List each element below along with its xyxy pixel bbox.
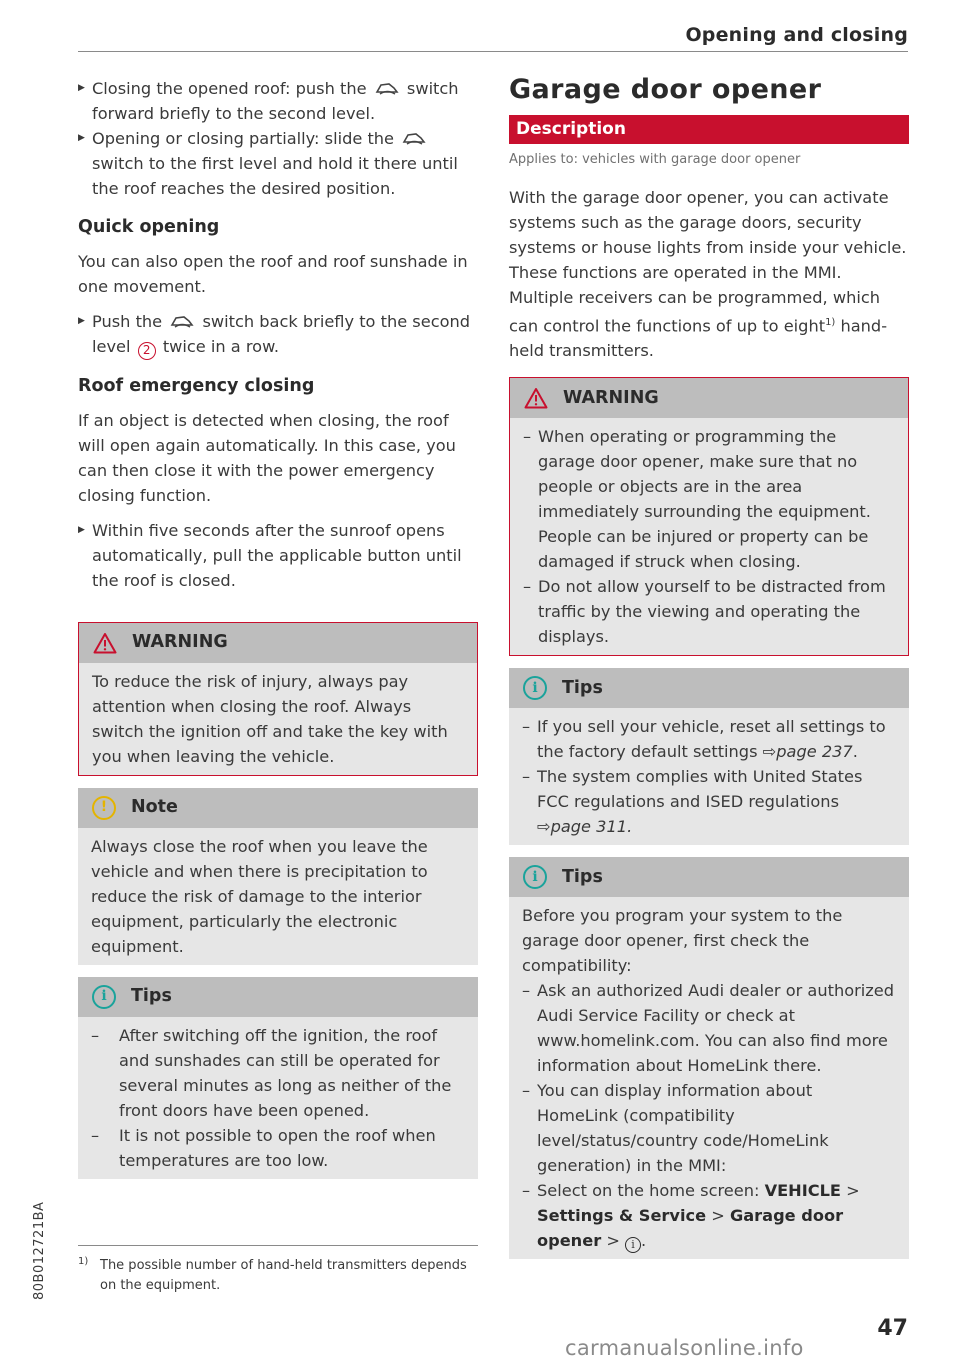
tips-box-header: i Tips [78, 977, 478, 1017]
page-reference-link[interactable]: ⇨page 311. [537, 817, 633, 837]
tips-box [509, 668, 909, 845]
paragraph: With the garage door opener, you can activate systems such as the garage doors, security systems or house lights from inside your vehicle. These functions are operated in the MMI. Multiple receivers can be programmed, which can control the functions of up to eight$^{1)}$ hand-held transmitters. [509, 188, 907, 361]
note-box [78, 788, 478, 965]
warning-box-body [510, 418, 908, 655]
section-heading: Quick opening [78, 217, 220, 237]
section-heading: Roof emergency closing [78, 375, 315, 396]
header-rule [78, 51, 908, 52]
tips-box [78, 977, 478, 1179]
info-button-icon: i [625, 1237, 641, 1253]
page-number: 47 [877, 1316, 908, 1341]
list-item: – You can display information about HomeLink (compatibility level/status/country code/HomeLink generation) in the MMI: [522, 1081, 829, 1176]
page-header-title: Opening and closing [685, 24, 908, 46]
applies-to-note: Applies to: vehicles with garage door opener [509, 152, 801, 167]
tips-box-body [509, 708, 909, 845]
list-item: ▶ Opening or closing partially: slide the switch to the first level and hold it there until the roof reaches the desired position. [78, 126, 478, 201]
footnote-mark: 1) [78, 1256, 89, 1267]
watermark: carmanualsonline.info [565, 1336, 804, 1360]
info-icon: i [92, 985, 116, 1009]
list-item: – Ask an authorized Audi dealer or authorized Audi Service Facility or check at www.homelink.com. You can also find more information about HomeLink there. [522, 981, 895, 1076]
list-item: – Select on the home screen: VEHICLE > Settings & Service > Garage door opener > i . [522, 1181, 860, 1252]
list-item: – Do not allow yourself to be distracted from traffic by the viewing and operating the displays. [523, 577, 886, 647]
menu-path-settings: Settings & Service [537, 1206, 707, 1226]
arrow-right-icon: ⇨ [762, 742, 777, 762]
tips-box [509, 857, 909, 1259]
warning-box-header: WARNING [510, 378, 908, 418]
level-number-badge: 2 [138, 342, 156, 360]
document-code: 80B012721BA [32, 1201, 47, 1300]
paragraph: If an object is detected when closing, the roof will open again automatically. In this case, you can then close it with the power emergency closing function. [78, 410, 456, 505]
note-box-header: ! Note [78, 788, 478, 828]
warning-box [78, 622, 478, 776]
paragraph: Before you program your system to the garage door opener, first check the compatibility: [522, 906, 843, 976]
tips-box-header: i Tips [509, 668, 909, 708]
page-reference-link[interactable]: ⇨page 237 [762, 742, 853, 762]
menu-path-garage-door-opener: Garage door opener [537, 1206, 844, 1251]
paragraph: You can also open the roof and roof sunshade in one movement. [78, 252, 468, 296]
list-item: ▶ Within five seconds after the sunroof opens automatically, pull the applicable button until the roof is closed. [78, 518, 478, 593]
list-item: – After switching off the ignition, the roof and sunshades can still be operated for several minutes as long as neither of the front doors have been opened. [91, 1025, 452, 1120]
tips-box-header: i Tips [509, 857, 909, 897]
footnote-text: The possible number of hand-held transmitters depends on the equipment. [100, 1258, 467, 1293]
warning-triangle-icon [92, 630, 118, 656]
list-item: ▶ Push the switch back briefly to the second level 2 twice in a row. [78, 309, 478, 360]
tips-box-body [509, 897, 909, 1259]
tips-box-body [78, 1017, 478, 1179]
sunroof-switch-icon [401, 130, 427, 146]
right-column [509, 76, 909, 1269]
info-icon: i [523, 676, 547, 700]
left-column [78, 76, 478, 1189]
description-banner: Description [509, 115, 909, 144]
warning-triangle-icon [523, 385, 549, 411]
sunroof-switch-icon [169, 313, 195, 329]
info-icon: i [523, 865, 547, 889]
menu-path-vehicle: VEHICLE [764, 1181, 841, 1201]
footnote-rule [78, 1245, 478, 1246]
arrow-right-icon: ⇨ [537, 817, 551, 837]
list-item: – When operating or programming the garage door opener, make sure that no people or objects are in the area immediately surrounding the equipment. People can be injured or property can be damaged if struck when closing. [523, 427, 871, 572]
list-item: ▶ Closing the opened roof: push the switch forward briefly to the second level. [78, 76, 478, 126]
footnote [78, 1256, 478, 1296]
note-box-body: Always close the roof when you leave the vehicle and when there is precipitation to reduce the risk of damage to the interior equipment, particularly the electronic equipment. [91, 836, 428, 956]
warning-box [509, 377, 909, 656]
sunroof-switch-icon [374, 80, 400, 96]
warning-box-body: To reduce the risk of injury, always pay attention when closing the roof. Always switch the ignition off and take the key with you when leaving the vehicle. [92, 671, 448, 766]
footnote-ref: 1) [825, 317, 836, 328]
list-item: – If you sell your vehicle, reset all settings to the factory default settings ⇨page 237. [522, 717, 886, 762]
note-icon: ! [92, 796, 116, 820]
list-item: – The system complies with United States FCC regulations and ISED regulations ⇨page 311. [522, 764, 896, 839]
section-title: Garage door opener [509, 74, 822, 105]
warning-box-header: WARNING [79, 623, 477, 663]
list-item: – It is not possible to open the roof when temperatures are too low. [91, 1125, 436, 1170]
